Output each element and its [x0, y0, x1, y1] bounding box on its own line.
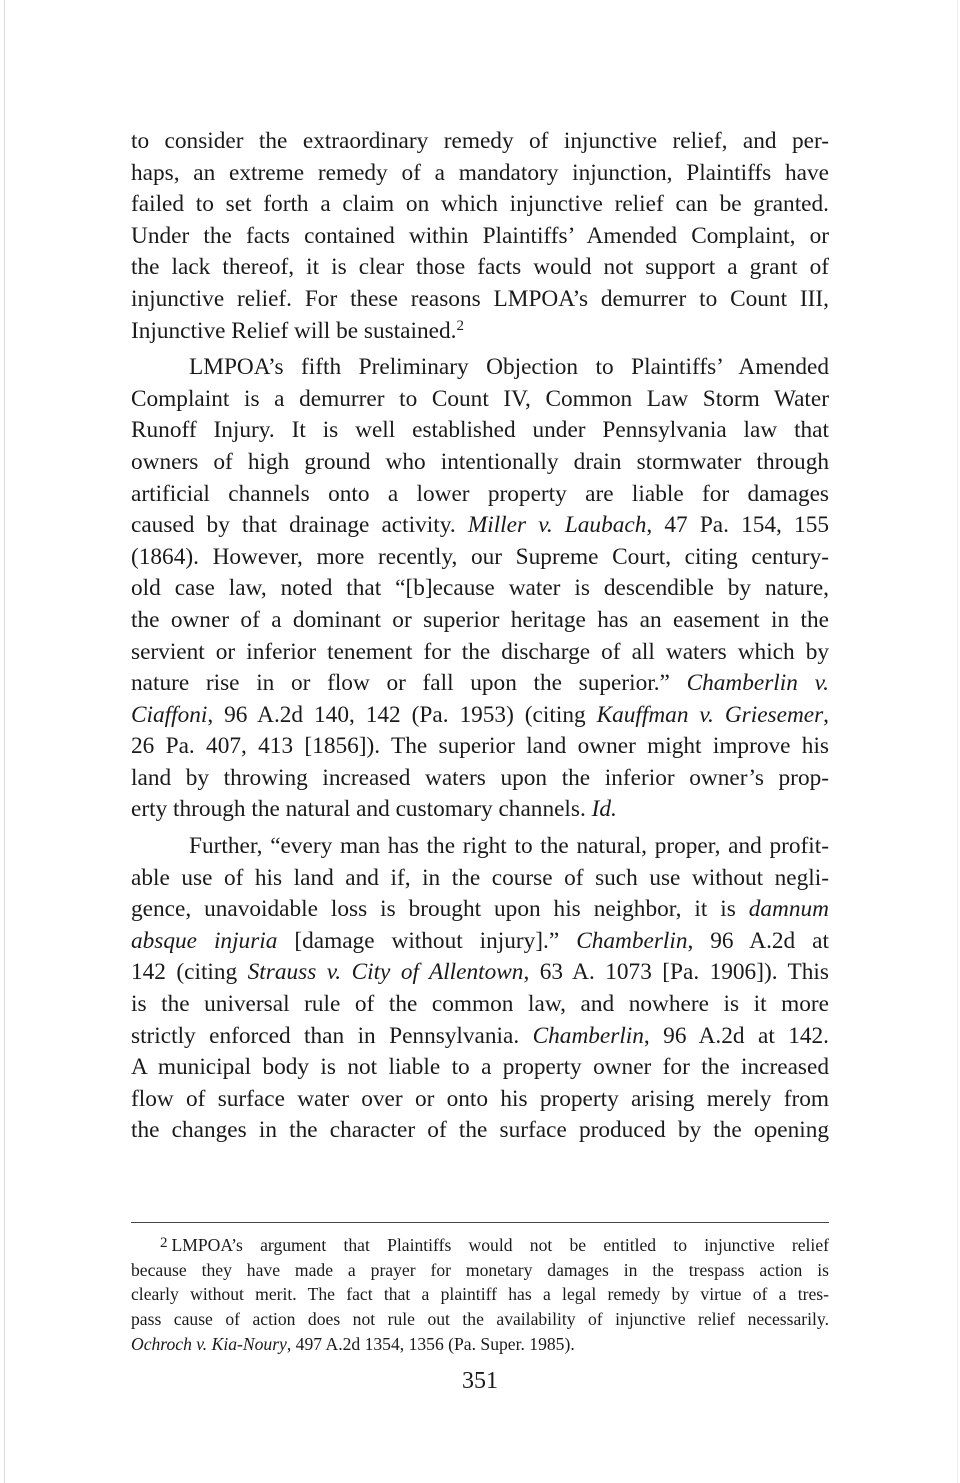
text-run: nature rise in or flow or fall upon the superior.” — [131, 670, 687, 697]
paragraph-2 — [131, 352, 829, 826]
footnote-line: because they have made a prayer for monetary damages in the trespass action is — [131, 1259, 829, 1280]
footnote-line: pass cause of action does not rule out the availability of injunctive relief necessarily. — [131, 1309, 829, 1330]
text-line: the lack thereof, it is clear those facts would not support a grant of — [131, 254, 829, 281]
text-run: , 96 A.2d at 142. — [643, 1022, 829, 1049]
text-run: caused by that drainage activity. — [131, 512, 468, 539]
text-line: able use of his land and if, in the course of such use without negli- — [131, 864, 829, 891]
text-line: Injunctive Relief will be sustained. — [131, 317, 457, 344]
text-run: , 47 Pa. 154, 155 — [646, 512, 829, 539]
text-run: [damage without injury].” — [277, 927, 577, 954]
text-line: injunctive relief. For these reasons LMPOA’s demurrer to Count III, — [131, 285, 829, 312]
case-citation: Ciaffoni — [131, 701, 208, 728]
text-line — [131, 957, 829, 989]
text-line: to consider the extraordinary remedy of injunctive relief, and per- — [131, 128, 829, 154]
text-line — [131, 894, 829, 926]
text-line — [131, 700, 829, 732]
text-line: is the universal rule of the common law, and nowhere is it more — [131, 991, 829, 1018]
footnote-divider — [131, 1222, 829, 1223]
case-citation: Chamberlin v. — [686, 670, 829, 697]
page-left-edge — [4, 0, 5, 1483]
latin-phrase: damnum — [748, 896, 829, 923]
text-line: haps, an extreme remedy of a mandatory injunction, Plaintiffs have — [131, 159, 829, 186]
paragraph-1 — [131, 126, 829, 347]
text-line: 26 Pa. 407, 413 [1856]). The superior land owner might improve his — [131, 733, 829, 760]
page-number: 351 — [462, 1368, 498, 1394]
text-line: failed to set forth a claim on which injunctive relief can be granted. — [131, 191, 829, 218]
text-line: A municipal body is not liable to a property owner for the increased — [131, 1054, 829, 1081]
text-line — [131, 510, 829, 542]
footnote-marker: 2 — [160, 1235, 168, 1251]
footnote-reference[interactable]: 2 — [456, 317, 464, 334]
text-line: land by throwing increased waters upon the inferior owner’s prop- — [131, 764, 829, 791]
text-line: owners of high ground who intentionally drain stormwater through — [131, 448, 829, 475]
text-line — [131, 926, 829, 958]
case-citation: Id. — [591, 796, 617, 823]
text-run: , 96 A.2d at — [687, 927, 829, 954]
text-line: the owner of a dominant or superior heritage has an easement in the — [131, 606, 829, 633]
text-run: gence, unavoidable loss is brought upon his neighbor, it is — [131, 896, 749, 923]
text-line-last — [131, 316, 829, 348]
main-text — [131, 126, 829, 1147]
footnote-line — [131, 1233, 829, 1258]
case-citation: Strauss v. City of Allentown — [247, 959, 524, 986]
case-citation: Ochroch v. Kia-Noury — [131, 1333, 287, 1354]
case-citation: Chamberlin — [532, 1022, 644, 1049]
text-line: the changes in the character of the surface produced by the opening — [131, 1117, 829, 1144]
page-right-edge — [957, 0, 958, 1483]
text-run: , — [823, 701, 829, 728]
latin-phrase: absque injuria — [131, 927, 278, 954]
text-line — [131, 668, 829, 700]
text-line — [131, 1021, 829, 1053]
footnote-2 — [131, 1233, 829, 1357]
text-run: strictly enforced than in Pennsylvania. — [131, 1022, 533, 1049]
case-citation: Chamberlin — [576, 927, 688, 954]
text-line: Complaint is a demurrer to Count IV, Common Law Storm Water — [131, 385, 829, 412]
text-line: old case law, noted that “[b]ecause water is descendible by nature, — [131, 575, 829, 602]
paragraph-3 — [131, 831, 829, 1147]
text-run: 142 (citing — [131, 959, 248, 986]
text-line: Further, “every man has the right to the natural, proper, and profit- — [189, 833, 829, 860]
text-line: artificial channels onto a lower property are liable for damages — [131, 480, 829, 507]
text-run: , 497 A.2d 1354, 1356 (Pa. Super. 1985). — [286, 1333, 575, 1354]
text-line: Under the facts contained within Plaintiffs’ Amended Complaint, or — [131, 222, 829, 249]
text-line: servient or inferior tenement for the discharge of all waters which by — [131, 638, 829, 665]
text-run: , 63 A. 1073 [Pa. 1906]). This — [523, 959, 829, 986]
case-citation: Kauffman v. Griesemer — [596, 701, 824, 728]
case-citation: Miller v. Laubach — [467, 512, 647, 539]
text-line: (1864). However, more recently, our Supreme Court, citing century- — [131, 543, 829, 570]
text-line: flow of surface water over or onto his property arising merely from — [131, 1085, 829, 1112]
text-line: LMPOA’s fifth Preliminary Objection to Plaintiffs’ Amended — [189, 354, 829, 381]
footnote-line: clearly without merit. The fact that a plaintiff has a legal remedy by virtue of a tres- — [131, 1284, 829, 1305]
text-line: Runoff Injury. It is well established under Pennsylvania law that — [131, 417, 829, 444]
text-run: LMPOA’s argument that Plaintiffs would not be entitled to injunctive relief — [171, 1235, 829, 1255]
text-run: , 96 A.2d 140, 142 (Pa. 1953) (citing — [207, 701, 597, 728]
footnote-line — [131, 1332, 829, 1357]
text-run: erty through the natural and customary channels. — [131, 796, 592, 823]
text-line-last — [131, 794, 829, 826]
